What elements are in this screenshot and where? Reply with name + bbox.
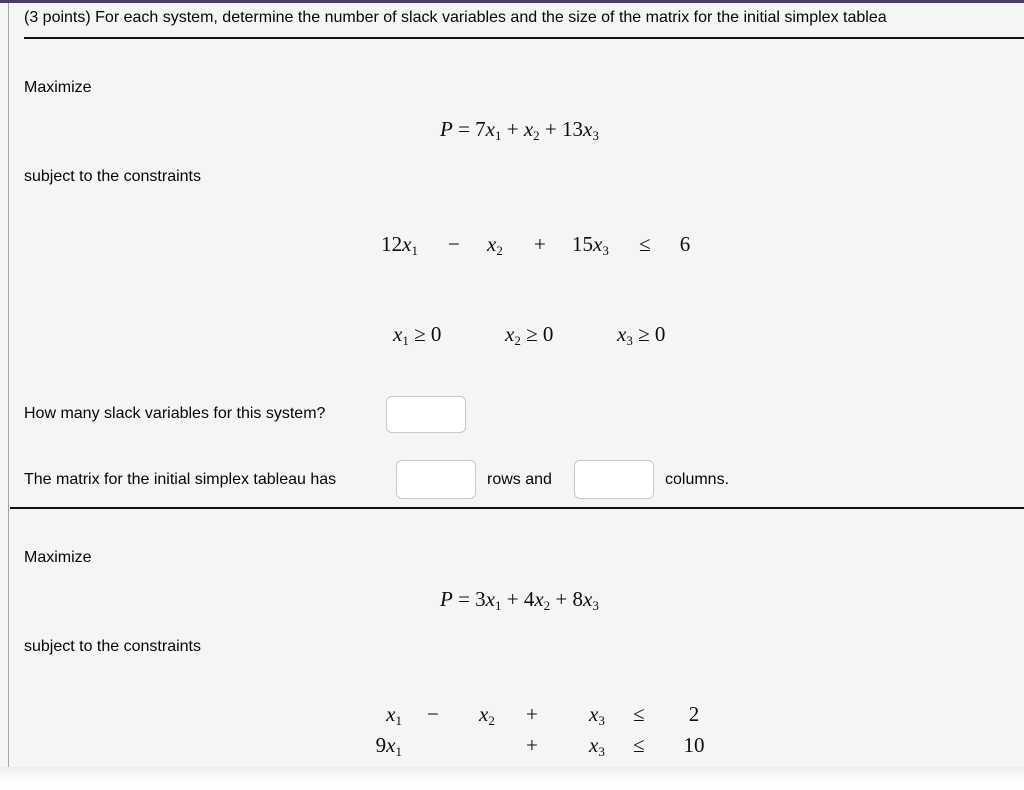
objective-function-2: $P = 3x_1 + 4x_2 + 8x_3$ [440,587,599,613]
rhs-value: 6 [679,232,691,256]
slack-count-input[interactable] [386,396,466,433]
term-x2: $x_2$ [487,232,503,258]
term-x1: $9x_1$ [375,733,402,759]
slack-question-label: How many slack variables for this system? [24,405,326,422]
operator-plus: + [526,702,538,726]
top-accent-bar [0,0,1024,3]
matrix-question-suffix: columns. [665,471,730,488]
rhs-value: 10 [683,733,705,757]
maximize-label-2: Maximize [24,549,92,566]
term-x1: $x_1$ [386,702,402,728]
relation-leq: ≤ [633,733,645,757]
matrix-question-prefix: The matrix for the initial simplex tableau has [24,471,337,488]
nonneg-x2: $x_2 \ge 0$ [505,322,554,348]
matrix-columns-input[interactable] [574,460,654,499]
matrix-rows-input[interactable] [396,460,476,499]
nonneg-x3: $x_3 \ge 0$ [617,322,666,348]
section-divider [10,507,1024,509]
nonneg-x1: $x_1 \ge 0$ [393,322,442,348]
operator-minus: − [448,232,460,256]
bottom-strip [0,767,1024,790]
operator-plus: + [526,733,538,757]
left-border-line [8,3,9,768]
operator-plus: + [534,232,546,256]
relation-leq: ≤ [633,702,645,726]
rhs-value: 2 [688,702,700,726]
maximize-label-1: Maximize [24,79,92,96]
term-x3: $x_3$ [589,702,605,728]
objective-function-1: $P = 7x_1 + x_2 + 13x_3$ [440,117,599,143]
subject-label-2: subject to the constraints [24,638,201,655]
term-x1: $12x_1$ [381,232,418,258]
question-header: (3 points) For each system, determine the number of slack variables and the size of the matrix for the initial simplex tablea [24,9,887,26]
subject-label-1: subject to the constraints [24,168,201,185]
operator-minus: − [427,702,439,726]
header-divider [24,37,1024,39]
matrix-question-mid: rows and [487,471,552,488]
relation-leq: ≤ [639,232,651,256]
term-x3: $15x_3$ [572,232,609,258]
term-x3: $x_3$ [589,733,605,759]
term-x2: $x_2$ [479,702,495,728]
